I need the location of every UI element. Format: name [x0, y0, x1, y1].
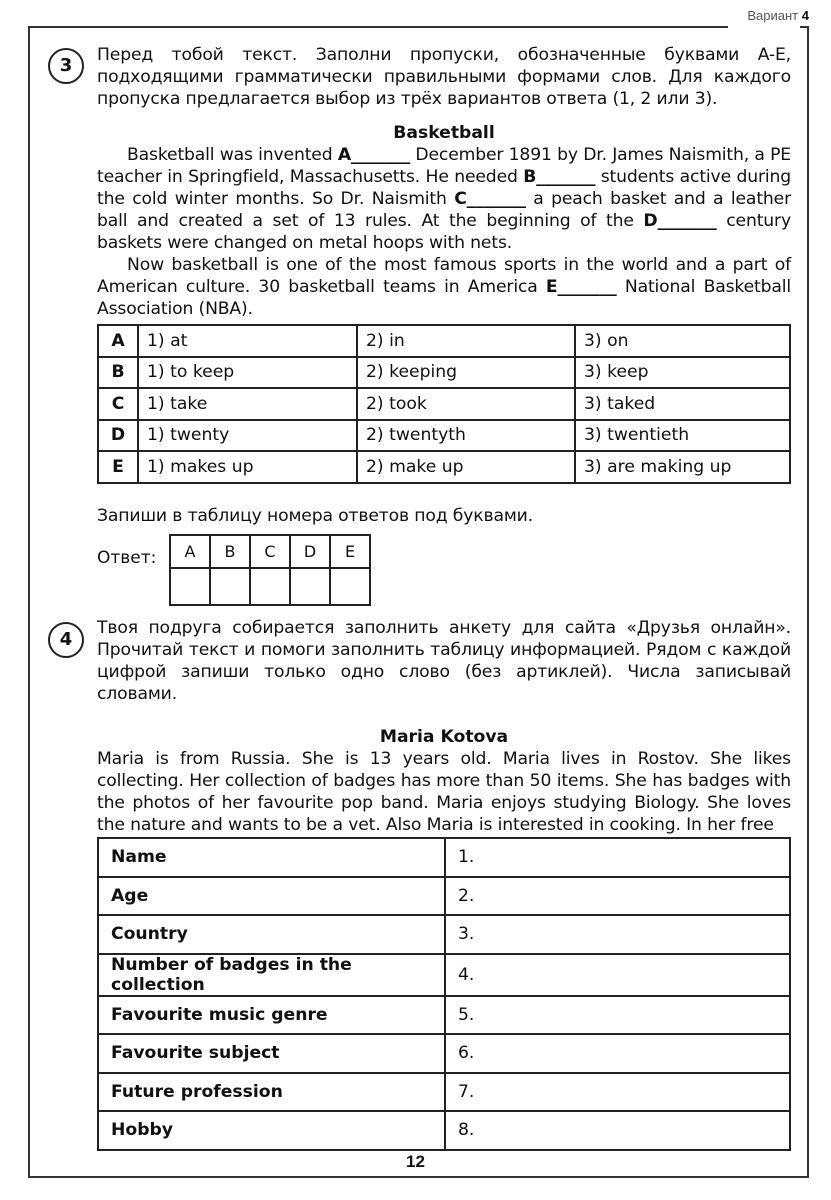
- gap-b: B_______: [523, 167, 596, 187]
- option-cell: 2) make up: [357, 451, 575, 483]
- option-cell: 3) keep: [575, 357, 790, 389]
- option-cell: 1) take: [138, 388, 357, 420]
- option-cell: 2) twentyth: [357, 420, 575, 452]
- variant-label: [747, 8, 809, 23]
- profile-table: [97, 837, 791, 1151]
- answer-cell-e[interactable]: [330, 568, 370, 605]
- option-letter: C: [98, 388, 138, 420]
- option-cell: 3) on: [575, 325, 790, 357]
- answer-cell-c[interactable]: [250, 568, 290, 605]
- profile-row: [98, 838, 790, 877]
- answer-cell-b[interactable]: [210, 568, 250, 605]
- option-cell: 2) keeping: [357, 357, 575, 389]
- profile-field-answer[interactable]: 1.: [445, 838, 790, 877]
- option-cell: 1) makes up: [138, 451, 357, 483]
- maria-text: Maria is from Russia. She is 13 years old. Maria lives in Rostov. She likes collecting. Her collection of badges has more than 50 items. She has badges with the photos of her favourite pop band. Maria enjoys studying Biology. She loves the nature and wants to be a vet. Also Maria is interested in cooking. In her free: [97, 749, 791, 835]
- text-fragment: December 1891 by Dr. James Naismith, a PE teacher in Springfield, Massachusetts. He needed: [97, 145, 792, 187]
- options-table: [97, 324, 791, 484]
- variant-text: Вариант: [747, 8, 799, 23]
- profile-field-label: Name: [98, 838, 445, 877]
- basketball-paragraph-2: [97, 254, 791, 320]
- answer-table: [169, 534, 371, 606]
- task-3-instruction-text: Перед тобой текст. Заполни пропуски, обозначенные буквами A-E, подходящими грамматически правильными формами слов. Для каждого пропуска предлагается выбор из трёх вариантов ответа (1, 2 или 3).: [97, 45, 791, 109]
- option-row-c: [98, 388, 790, 420]
- task-4-number: 4: [48, 622, 84, 658]
- profile-field-answer[interactable]: 7.: [445, 1073, 790, 1112]
- profile-field-label: Favourite subject: [98, 1034, 445, 1073]
- profile-field-answer[interactable]: 4.: [445, 954, 790, 996]
- option-cell: 2) took: [357, 388, 575, 420]
- option-letter: D: [98, 420, 138, 452]
- text-fragment: a peach basket and a leather ball and created a set of 13 rules. At the beginning of the: [97, 189, 791, 231]
- answer-cell-a[interactable]: [170, 568, 210, 605]
- profile-field-answer[interactable]: 2.: [445, 877, 790, 916]
- option-cell: 1) twenty: [138, 420, 357, 452]
- basketball-paragraph-1: [97, 144, 791, 254]
- option-row-e: [98, 451, 790, 483]
- task-4-instruction: Твоя подруга собирается заполнить анкету для сайта «Друзья онлайн». Прочитай текст и помоги заполнить таблицу информацией. Рядом с каждой цифрой запиши только одно слово (без артиклей). Числа записывай словами.: [97, 618, 791, 704]
- option-cell: 3) are making up: [575, 451, 790, 483]
- page-number: 12: [406, 1152, 425, 1171]
- profile-field-label: Age: [98, 877, 445, 916]
- option-letter: E: [98, 451, 138, 483]
- text-fragment: century baskets were changed on metal hoops with nets.: [97, 211, 791, 253]
- option-cell: 3) twentieth: [575, 420, 790, 452]
- text-fragment: Now basketball is one of the most famous sports in the world and a part of American culture. 30 basketball teams in America: [97, 255, 791, 297]
- profile-field-answer[interactable]: 8.: [445, 1111, 790, 1150]
- basketball-title: Basketball: [393, 123, 495, 143]
- profile-field-label: Hobby: [98, 1111, 445, 1150]
- option-row-b: [98, 357, 790, 389]
- option-cell: 1) at: [138, 325, 357, 357]
- answer-instruction: Запиши в таблицу номера ответов под буквами.: [97, 506, 534, 526]
- profile-field-label: Future profession: [98, 1073, 445, 1112]
- answer-header-e: E: [330, 535, 370, 568]
- profile-row: [98, 1073, 790, 1112]
- profile-field-answer[interactable]: 6.: [445, 1034, 790, 1073]
- option-row-a: [98, 325, 790, 357]
- gap-e: E_______: [545, 277, 617, 297]
- profile-row: [98, 1111, 790, 1150]
- profile-field-answer[interactable]: 5.: [445, 996, 790, 1035]
- answer-header-b: B: [210, 535, 250, 568]
- text-fragment: Basketball was invented: [127, 145, 338, 165]
- option-letter: B: [98, 357, 138, 389]
- option-letter: A: [98, 325, 138, 357]
- maria-title: Maria Kotova: [379, 727, 509, 747]
- profile-field-label: Number of badges in the collection: [98, 954, 445, 996]
- option-row-d: [98, 420, 790, 452]
- variant-number: 4: [801, 8, 809, 23]
- answer-header-a: A: [170, 535, 210, 568]
- option-cell: 2) in: [357, 325, 575, 357]
- option-cell: 3) taked: [575, 388, 790, 420]
- text-fragment: National Basketball Association (NBA).: [97, 277, 791, 319]
- profile-row: [98, 915, 790, 954]
- profile-row: [98, 954, 790, 996]
- task-3-number: 3: [48, 48, 84, 84]
- answer-cell-d[interactable]: [290, 568, 330, 605]
- task-3-instruction: [97, 44, 791, 110]
- profile-row: [98, 1034, 790, 1073]
- gap-d: D_______: [643, 211, 717, 231]
- profile-row: [98, 996, 790, 1035]
- profile-field-answer[interactable]: 3.: [445, 915, 790, 954]
- text-fragment: students active during the cold winter months. So Dr. Naismith: [97, 167, 792, 209]
- gap-c: C_______: [454, 189, 526, 209]
- option-cell: 1) to keep: [138, 357, 357, 389]
- profile-row: [98, 877, 790, 916]
- answer-header-c: C: [250, 535, 290, 568]
- answer-header-d: D: [290, 535, 330, 568]
- profile-field-label: Favourite music genre: [98, 996, 445, 1035]
- gap-a: A_______: [337, 145, 411, 165]
- answer-label: Ответ:: [97, 548, 157, 568]
- profile-field-label: Country: [98, 915, 445, 954]
